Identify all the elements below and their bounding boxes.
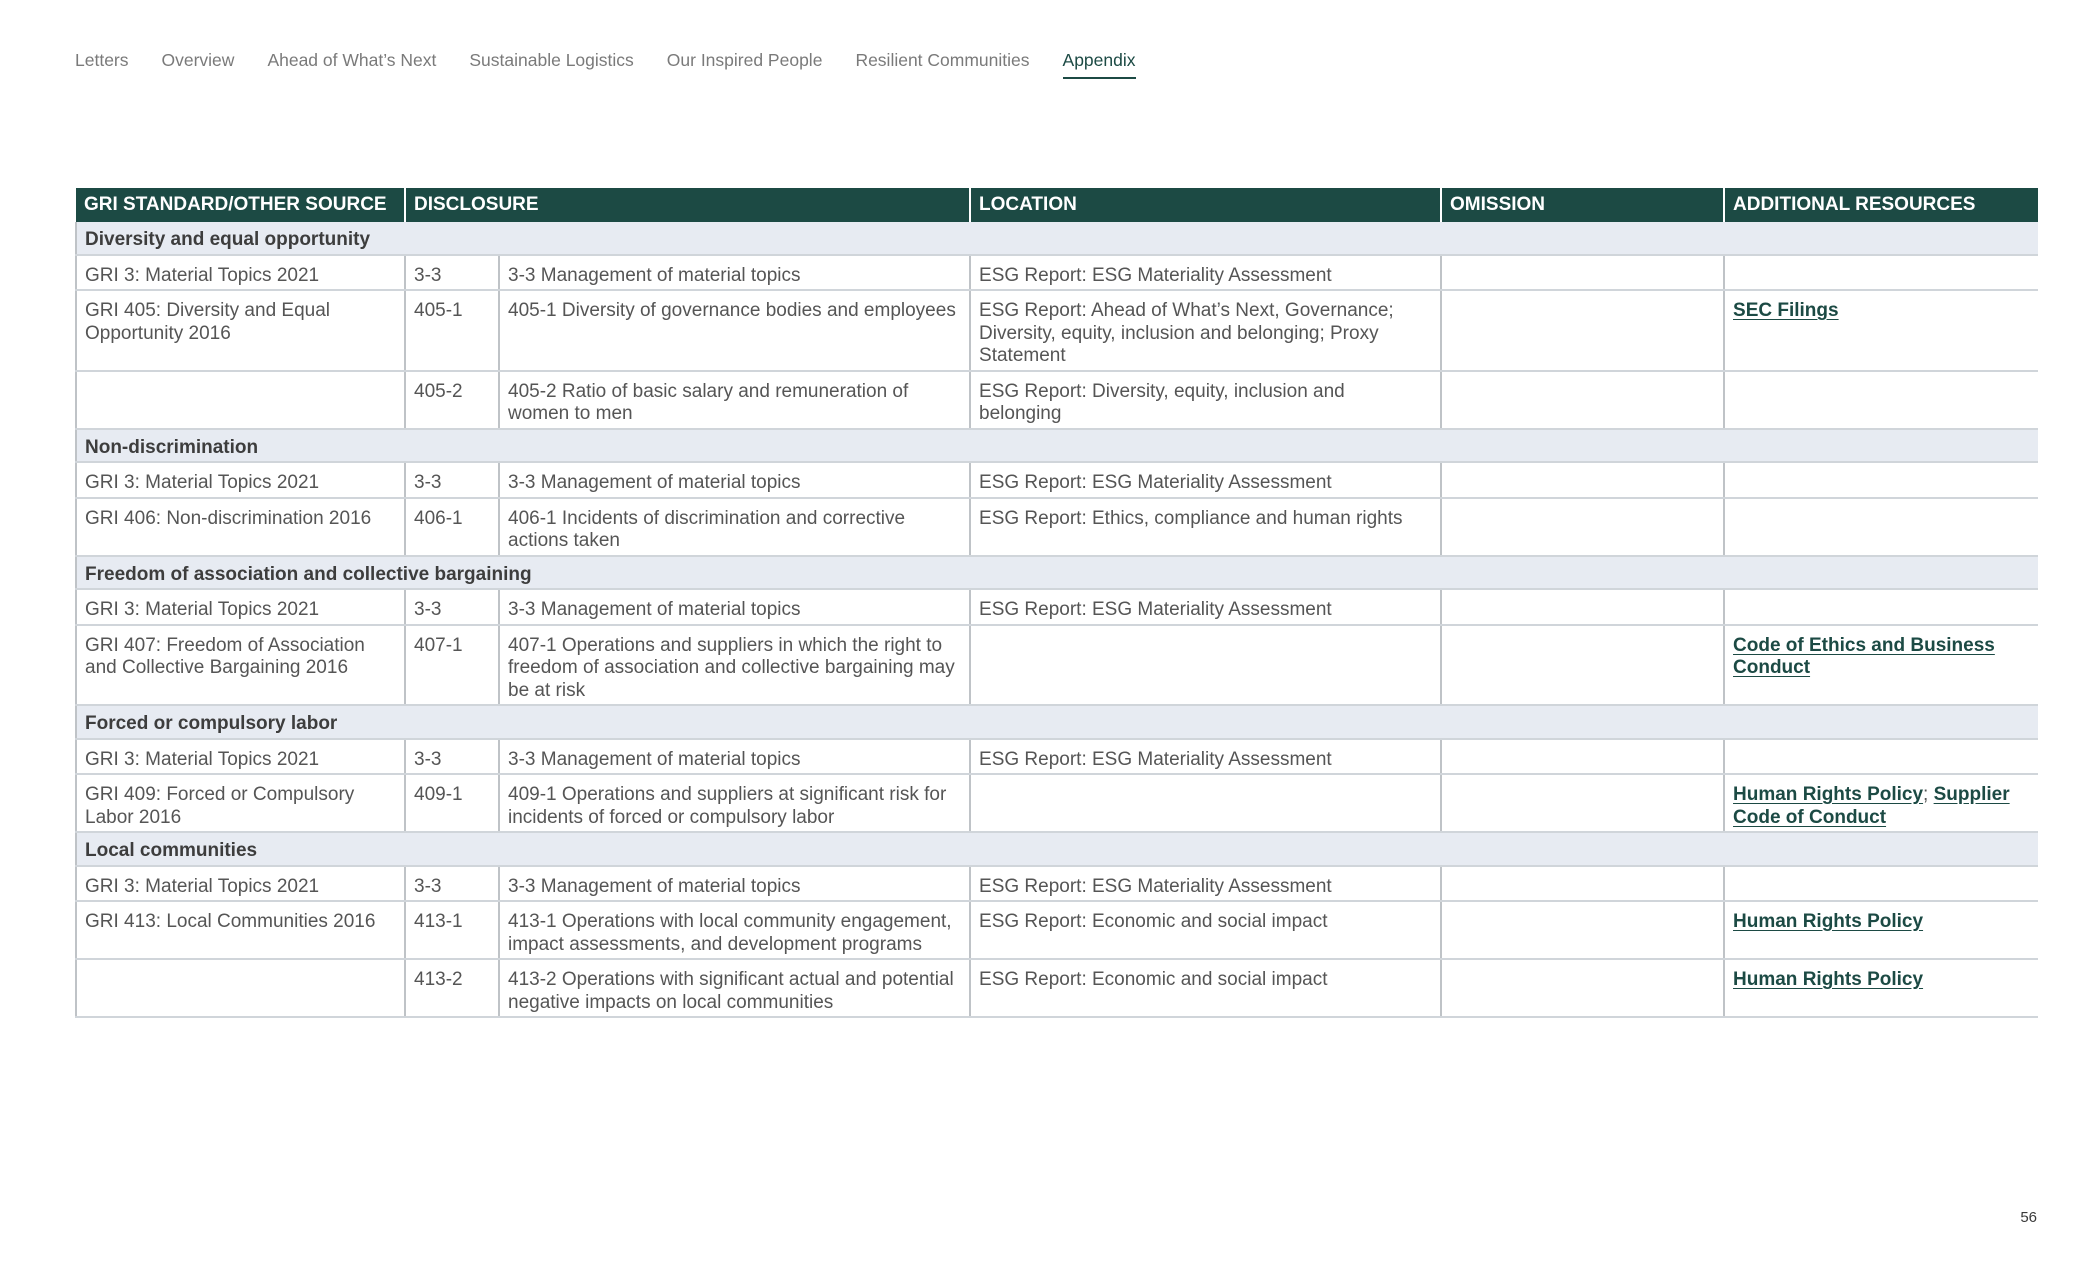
cell-omission — [1441, 959, 1724, 1017]
cell-additional-resources — [1724, 462, 2038, 498]
cell-code: 409-1 — [405, 774, 499, 832]
cell-additional-resources — [1724, 866, 2038, 902]
section-title: Forced or compulsory labor — [76, 705, 2038, 739]
table-row — [76, 371, 2038, 429]
table-row — [76, 625, 2038, 706]
cell-code: 3-3 — [405, 462, 499, 498]
page-number: 56 — [2020, 1209, 2037, 1226]
cell-disclosure: 405-2 Ratio of basic salary and remuneration of women to men — [499, 371, 970, 429]
resource-separator: ; — [1923, 784, 1934, 805]
table-row — [76, 255, 2038, 291]
cell-location — [970, 625, 1441, 706]
cell-disclosure: 413-1 Operations with local community engagement, impact assessments, and development programs — [499, 901, 970, 959]
cell-standard: GRI 407: Freedom of Association and Collective Bargaining 2016 — [76, 625, 405, 706]
section-title: Diversity and equal opportunity — [76, 222, 2038, 255]
cell-omission — [1441, 625, 1724, 706]
table-row — [76, 866, 2038, 902]
table-header-row — [76, 188, 2038, 222]
header-location: LOCATION — [970, 188, 1441, 222]
cell-additional-resources — [1724, 498, 2038, 556]
cell-additional-resources — [1724, 959, 2038, 1017]
cell-additional-resources — [1724, 290, 2038, 371]
cell-standard: GRI 3: Material Topics 2021 — [76, 589, 405, 625]
cell-omission — [1441, 589, 1724, 625]
table-row — [76, 498, 2038, 556]
nav-item-appendix[interactable]: Appendix — [1063, 50, 1136, 79]
cell-disclosure: 405-1 Diversity of governance bodies and employees — [499, 290, 970, 371]
cell-disclosure: 407-1 Operations and suppliers in which the right to freedom of association and collective bargaining may be at risk — [499, 625, 970, 706]
header-gri-standard: GRI STANDARD/OTHER SOURCE — [76, 188, 405, 222]
cell-code: 413-2 — [405, 959, 499, 1017]
table-body — [76, 222, 2038, 1017]
cell-additional-resources — [1724, 739, 2038, 775]
nav-item-sustainable-logistics[interactable]: Sustainable Logistics — [469, 50, 634, 70]
cell-location: ESG Report: ESG Materiality Assessment — [970, 866, 1441, 902]
table-row — [76, 589, 2038, 625]
cell-location: ESG Report: ESG Materiality Assessment — [970, 255, 1441, 291]
cell-additional-resources — [1724, 255, 2038, 291]
cell-disclosure: 3-3 Management of material topics — [499, 739, 970, 775]
table-row — [76, 901, 2038, 959]
resource-link[interactable]: Human Rights Policy — [1733, 969, 1924, 990]
cell-location — [970, 774, 1441, 832]
cell-omission — [1441, 866, 1724, 902]
nav-item-overview[interactable]: Overview — [161, 50, 235, 70]
table-row — [76, 959, 2038, 1017]
cell-location: ESG Report: Diversity, equity, inclusion and belonging — [970, 371, 1441, 429]
cell-location: ESG Report: ESG Materiality Assessment — [970, 589, 1441, 625]
cell-standard: GRI 406: Non-discrimination 2016 — [76, 498, 405, 556]
cell-standard — [76, 959, 405, 1017]
resource-link[interactable]: SEC Filings — [1733, 300, 1839, 321]
cell-disclosure: 3-3 Management of material topics — [499, 589, 970, 625]
cell-location: ESG Report: Ethics, compliance and human rights — [970, 498, 1441, 556]
cell-standard — [76, 371, 405, 429]
nav-item-our-inspired-people[interactable]: Our Inspired People — [666, 50, 823, 70]
cell-location: ESG Report: Ahead of What’s Next, Governance; Diversity, equity, inclusion and belonging; Proxy Statement — [970, 290, 1441, 371]
top-nav — [75, 50, 1169, 79]
gri-index-table — [75, 188, 2038, 1018]
cell-standard: GRI 3: Material Topics 2021 — [76, 462, 405, 498]
cell-additional-resources — [1724, 589, 2038, 625]
cell-additional-resources — [1724, 774, 2038, 832]
cell-omission — [1441, 774, 1724, 832]
cell-code: 3-3 — [405, 866, 499, 902]
table-row — [76, 462, 2038, 498]
section-title: Freedom of association and collective bargaining — [76, 556, 2038, 590]
section-row — [76, 429, 2038, 463]
section-row — [76, 556, 2038, 590]
cell-additional-resources — [1724, 625, 2038, 706]
cell-additional-resources — [1724, 901, 2038, 959]
cell-disclosure: 409-1 Operations and suppliers at significant risk for incidents of forced or compulsory labor — [499, 774, 970, 832]
cell-standard: GRI 3: Material Topics 2021 — [76, 866, 405, 902]
section-row — [76, 832, 2038, 866]
cell-disclosure: 3-3 Management of material topics — [499, 462, 970, 498]
nav-item-resilient-communities[interactable]: Resilient Communities — [855, 50, 1030, 70]
cell-standard: GRI 413: Local Communities 2016 — [76, 901, 405, 959]
cell-standard: GRI 405: Diversity and Equal Opportunity 2016 — [76, 290, 405, 371]
cell-code: 3-3 — [405, 589, 499, 625]
header-omission: OMISSION — [1441, 188, 1724, 222]
table-row — [76, 290, 2038, 371]
cell-omission — [1441, 290, 1724, 371]
nav-item-letters[interactable]: Letters — [75, 50, 129, 70]
cell-location: ESG Report: ESG Materiality Assessment — [970, 462, 1441, 498]
cell-disclosure: 406-1 Incidents of discrimination and corrective actions taken — [499, 498, 970, 556]
cell-omission — [1441, 901, 1724, 959]
cell-disclosure: 3-3 Management of material topics — [499, 866, 970, 902]
table-row — [76, 739, 2038, 775]
nav-item-ahead-of-whats-next[interactable]: Ahead of What’s Next — [267, 50, 437, 70]
resource-link[interactable]: Code of Ethics and Business Conduct — [1733, 634, 1995, 678]
cell-location: ESG Report: ESG Materiality Assessment — [970, 739, 1441, 775]
cell-code: 405-1 — [405, 290, 499, 371]
header-disclosure: DISCLOSURE — [405, 188, 970, 222]
resource-link[interactable]: Human Rights Policy — [1733, 784, 1924, 805]
cell-omission — [1441, 739, 1724, 775]
header-additional-resources: ADDITIONAL RESOURCES — [1724, 188, 2038, 222]
cell-omission — [1441, 371, 1724, 429]
cell-code: 407-1 — [405, 625, 499, 706]
cell-omission — [1441, 255, 1724, 291]
section-title: Local communities — [76, 832, 2038, 866]
cell-location: ESG Report: Economic and social impact — [970, 959, 1441, 1017]
resource-link[interactable]: Human Rights Policy — [1733, 911, 1924, 932]
cell-omission — [1441, 498, 1724, 556]
cell-standard: GRI 3: Material Topics 2021 — [76, 255, 405, 291]
cell-code: 406-1 — [405, 498, 499, 556]
cell-code: 413-1 — [405, 901, 499, 959]
cell-code: 3-3 — [405, 739, 499, 775]
section-row — [76, 222, 2038, 255]
cell-location: ESG Report: Economic and social impact — [970, 901, 1441, 959]
table-row — [76, 774, 2038, 832]
cell-standard: GRI 409: Forced or Compulsory Labor 2016 — [76, 774, 405, 832]
cell-disclosure: 3-3 Management of material topics — [499, 255, 970, 291]
cell-disclosure: 413-2 Operations with significant actual and potential negative impacts on local communities — [499, 959, 970, 1017]
resource-link[interactable]: Supplier Code of Conduct — [1733, 784, 2010, 828]
section-row — [76, 705, 2038, 739]
cell-code: 3-3 — [405, 255, 499, 291]
cell-omission — [1441, 462, 1724, 498]
cell-code: 405-2 — [405, 371, 499, 429]
section-title: Non-discrimination — [76, 429, 2038, 463]
cell-standard: GRI 3: Material Topics 2021 — [76, 739, 405, 775]
cell-additional-resources — [1724, 371, 2038, 429]
